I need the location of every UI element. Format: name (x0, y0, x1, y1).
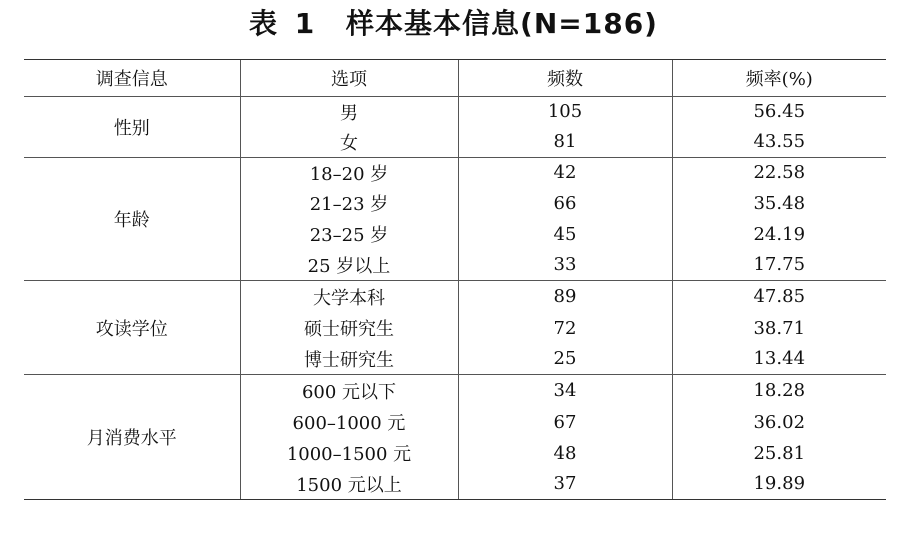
frequency-cell: 34 (458, 375, 672, 407)
table-row (24, 97, 886, 127)
option-cell: 600–1000 元 (240, 407, 458, 438)
option-cell: 18–20 岁 (240, 158, 458, 188)
option-cell: 硕士研究生 (240, 313, 458, 344)
percent-cell: 17.75 (672, 250, 886, 281)
group-label: 攻读学位 (24, 281, 240, 375)
table-row (24, 375, 886, 407)
percent-cell: 22.58 (672, 158, 886, 188)
frequency-cell: 48 (458, 438, 672, 469)
percent-cell: 36.02 (672, 407, 886, 438)
header-survey-info: 调查信息 (24, 60, 240, 97)
group-label: 年龄 (24, 158, 240, 281)
header-option: 选项 (240, 60, 458, 97)
frequency-cell: 42 (458, 158, 672, 188)
group-label: 月消费水平 (24, 375, 240, 500)
option-cell: 600 元以下 (240, 375, 458, 407)
percent-cell: 24.19 (672, 219, 886, 250)
table-body (24, 97, 886, 500)
title-label: 表 (249, 7, 279, 40)
option-cell: 大学本科 (240, 281, 458, 313)
frequency-cell: 81 (458, 127, 672, 158)
frequency-cell: 72 (458, 313, 672, 344)
frequency-cell: 37 (458, 469, 672, 500)
percent-cell: 18.28 (672, 375, 886, 407)
table-row (24, 158, 886, 188)
sample-info-table (24, 59, 886, 500)
frequency-cell: 66 (458, 188, 672, 219)
group-label: 性别 (24, 97, 240, 158)
frequency-cell: 67 (458, 407, 672, 438)
frequency-cell: 25 (458, 344, 672, 375)
option-cell: 女 (240, 127, 458, 158)
header-percent: 频率(%) (672, 60, 886, 97)
percent-cell: 19.89 (672, 469, 886, 500)
header-row (24, 60, 886, 97)
option-cell: 21–23 岁 (240, 188, 458, 219)
option-cell: 男 (240, 97, 458, 127)
option-cell: 1500 元以上 (240, 469, 458, 500)
percent-cell: 25.81 (672, 438, 886, 469)
frequency-cell: 45 (458, 219, 672, 250)
frequency-cell: 105 (458, 97, 672, 127)
percent-cell: 35.48 (672, 188, 886, 219)
title-text: 样本基本信息(N=186) (346, 7, 658, 40)
option-cell: 23–25 岁 (240, 219, 458, 250)
table-row (24, 281, 886, 313)
header-frequency: 频数 (458, 60, 672, 97)
table-title (0, 2, 907, 46)
percent-cell: 13.44 (672, 344, 886, 375)
frequency-cell: 33 (458, 250, 672, 281)
option-cell: 1000–1500 元 (240, 438, 458, 469)
option-cell: 25 岁以上 (240, 250, 458, 281)
title-number: 1 (294, 7, 316, 40)
frequency-cell: 89 (458, 281, 672, 313)
option-cell: 博士研究生 (240, 344, 458, 375)
percent-cell: 47.85 (672, 281, 886, 313)
percent-cell: 56.45 (672, 97, 886, 127)
percent-cell: 43.55 (672, 127, 886, 158)
percent-cell: 38.71 (672, 313, 886, 344)
